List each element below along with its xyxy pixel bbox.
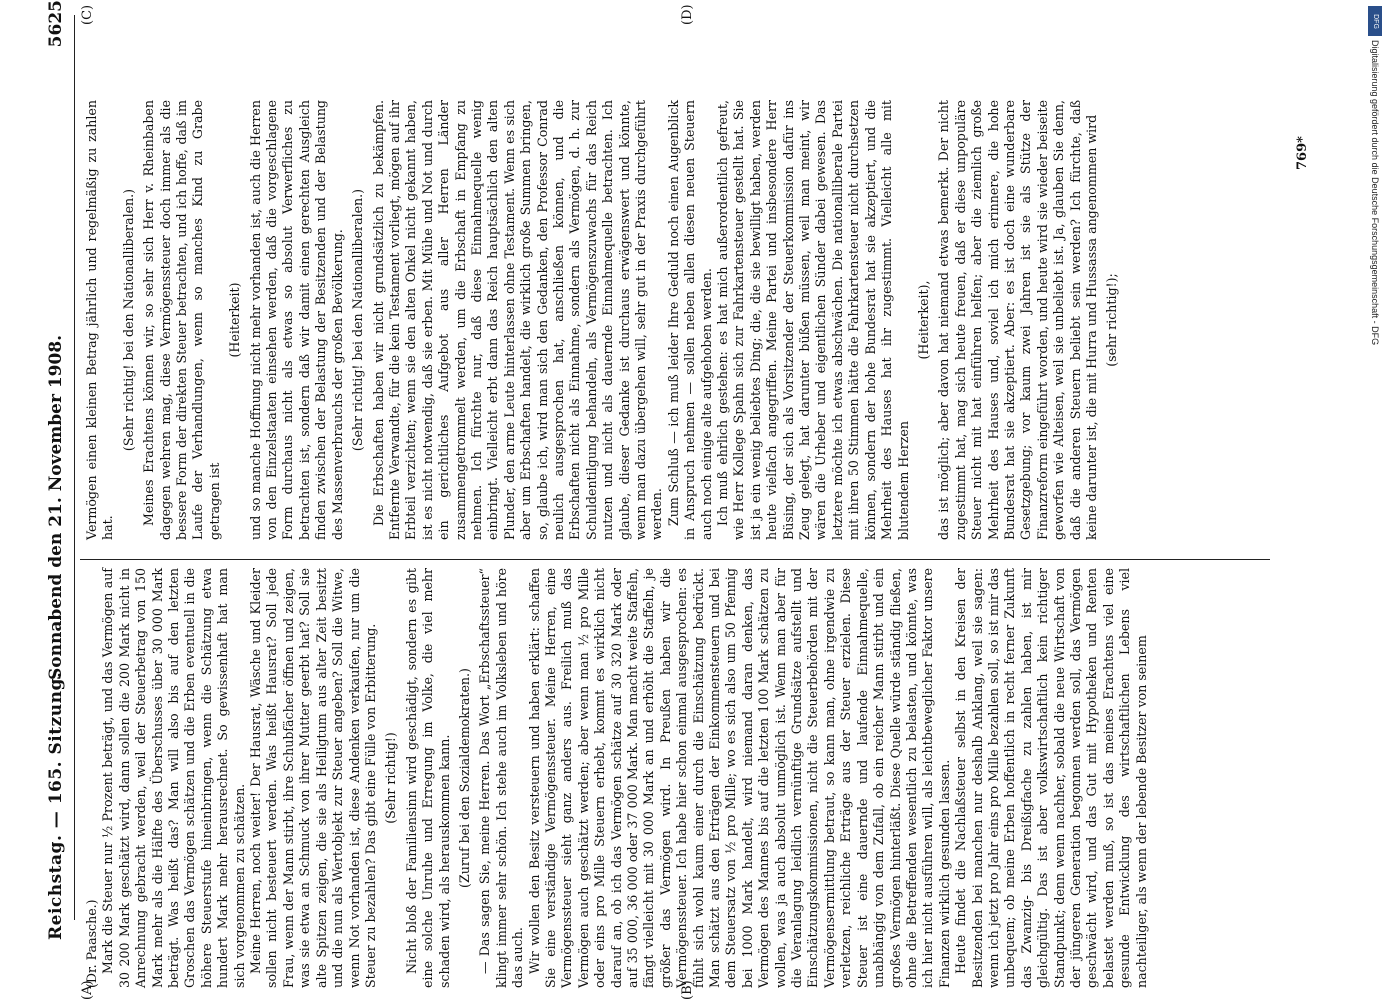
paragraph: Nicht bloß der Familiensinn wird geschädigt, sondern es gibt eine solche Unruhe und Erregung im Volke, die viel mehr schaden wird, als herauskommen kann. — [403, 568, 452, 988]
paragraph: Ich muß ehrlich gestehen: es hat mich außerordentlich gefreut, wie Herr Kollege Spahn sich zur Fahrkartensteuer gestellt hat. Sie ist ja ein wenig beliebtes Ding; die, die sie bewilligt haben, werden heute vielfach angegriffen. Meine Partei und insbesondere Herr Büsing, der sich als Vorsitzender der Steuerkommission dafür ins Zeug gelegt, hat darunter büßen müssen, weil man meint, wir wären die Urheber und eigentlichen Sünder dabei gewesen. Das letztere möchte ich etwas abschwächen. Die nationalliberale Partei mit ihren 50 Stimmen hätte die Fahrkartensteuer nicht durchsetzen können, sondern der hohe Bundesrat hat sie akzeptiert, und die Mehrheit des Hauses hat ihr zugestimmt. Vielleicht alle mit blutendem Herzen — [715, 100, 911, 540]
marker-a: (A) — [80, 980, 95, 1000]
interjection: (Sehr richtig! bei den Nationalliberalen.) — [350, 188, 366, 452]
interjection: (sehr richtig!); — [1104, 273, 1120, 367]
paragraph: — Das sagen Sie, meine Herren. Das Wort „Erbschaftssteuer“ klingt immer sehr schön. Ich stehe auch im Volksleben und höre das auch. — [477, 568, 526, 988]
paragraph: Wir wollen den Besitz versteuern und haben erklärt: schaffen Sie eine verständige Vermögenssteuer. Meine Herren, eine Vermögenssteuer sieht ganz anders aus. Freilich muß das Vermögen auch geschätzt werden; aber wenn man ½ pro Mille oder eins pro Mille Steuern erhebt, kommt es wirklich nicht darauf an, ob ich das Vermögen schätze auf 30 320 Mark oder auf 35 000, 36 000 oder 37 000 Mark. Man macht weite Staffeln, fängt vielleicht mit 30 000 Mark an und erhöht die Staffeln, je größer das Vermögen wird. In Preußen haben wir die Vermögenssteuer. Ich habe hier schon einmal ausgesprochen: es fühlt sich wohl kaum einer durch die Einschätzung bedrückt. Man schätzt aus den Erträgen der Einkommensteuern und bei dem Steuersatz von ½ pro Mille; wo es sich also um 50 Pfennig bei 1000 Mark handelt, wird niemand daran denken, das Vermögen des Mannes bis auf die letzten 100 Mark schätzen zu wollen, was ja auch absolut unmöglich ist. Wenn man aber für die Veranlagung leidlich vernünftige Grundsätze aufstellt und Einschätzungskommissionen, nicht die Steuerbehörden mit der Vermögensermittlung betraut, so kann man, ohne irgendwie zu verletzen, reichliche Erträge aus der Steuer erzielen. Diese Steuer ist eine dauernde und laufende Einnahmequelle, unabhängig von dem Zufall, ob ein reicher Mann stirbt und ein großes Vermögen hinterläßt. Diese Quelle würde ständig fließen, ohne die Betreffenden wesentlich zu belasten, und könnte, was ich hier nicht ausführen will, als leichtbeweglicher Faktor unsere Finanzen wirklich gesunden lassen. — [526, 568, 952, 988]
marker-b: (B) — [680, 980, 695, 1000]
paragraph: und so manche Hoffnung nicht mehr vorhanden ist, auch die Herren von den Einzelstaaten einsehen werden, daß die vorgeschlagene Form durchaus nicht als etwas so absolut Verwerfliches zu betrachten ist, sondern daß wir damit einen gerechten Ausgleich finden zwischen der Belastung der Besitzenden und der Belastung des Massenverbrauchs der großen Bevölkerung. — [247, 100, 345, 540]
dfg-logo: DFG — [1368, 6, 1382, 36]
paragraph: Zum Schluß — ich muß leider Ihre Geduld noch einen Augenblick in Anspruch nehmen — sollen neben allen diesen neuen Steuern auch noch einige alte aufgehoben werden. — [665, 100, 714, 540]
header-date: Sonnabend den 21. November 1908. — [46, 334, 66, 680]
paragraph: Die Erbschaften haben wir nicht grundsätzlich zu bekämpfen. Entfernte Verwandte, für die kein Testament vorliegt, mögen auf ihr Erbteil verzichten; wenn sie den alten Onkel nicht gekannt haben, ist es nicht notwendig, daß sie erben. Mit Mühe und Not und durch ein gerichtliches Aufgebot aus aller Herren Länder zusammengetrommelt werden, um die Erbschaft in Empfang zu nehmen. Ich fürchte nur, daß diese Einnahmequelle wenig einbringt. Vielleicht erbt dann das Reich hauptsächlich den alten Plunder, den arme Leute hinterlassen ohne Testament. Wenn es sich aber um Erbschaften handelt, die wirklich große Summen bringen, so, glaube ich, wird man sich den Gedanken, den Professor Conrad neulich ausgesprochen hat, anschließen können, und die Erbschaften nicht als Einnahme, sondern als Vermögen, d. h. zur Schuldentilgung behandeln, als Vermögenszuwachs für das Reich nutzen und nicht als dauernde Einnahmequelle betrachten. Ich glaube, dieser Gedanke ist durchaus erwägenswert und könnte, wenn man dazu übergehen will, sehr gut in der Praxis durchgeführt werden. — [370, 100, 665, 540]
interjection: (Sehr richtig!) — [383, 732, 399, 824]
interjection: (Zuruf bei den Sozialdemokraten.) — [456, 668, 472, 888]
digitization-note — [1368, 40, 1382, 980]
rotated-page — [40, 0, 1330, 1000]
left-column — [84, 568, 1150, 988]
sidebar-text: Digitalisierung gefördert durch die Deutsche Forschungsgemeinschaft - DFG — [1370, 40, 1380, 346]
speaker-label: (Dr. Paasche.) — [84, 899, 99, 988]
paragraph: das ist möglich; aber davon hat niemand etwas bemerkt. Der nicht zugestimmt hat, mag sich heute freuen, daß er diese unpopuläre Steuer nicht mit hat einführen helfen; aber die ziemlich große Mehrheit des Hauses und, soviel ich mich erinnere, die hohe Bundesrat hat sie akzeptiert. Aber: es ist doch eine wunderbare Gesetzgebung; vor kaum zwei Jahren ist sie als Stütze der Finanzreform eingeführt worden, und heute wird sie wieder beiseite geworfen wie Alteisen, weil sie unbeliebt ist. Ja, glauben Sie denn, daß die anderen Steuern beliebt sein werden? Ich fürchte, daß keine darunter ist, die mit Hurra und Hussassa angenommen wird — [936, 100, 1099, 540]
interjection: (Sehr richtig! bei den Nationalliberalen.) — [120, 188, 136, 452]
paragraph: Meine Herren, noch weiter! Der Hausrat, Wäsche und Kleider sollen nicht besteuert werden. Was heißt Hausrat? Soll jede Frau, wenn der Mann stirbt, ihre Schubfächer öffnen und zeigen, was sie etwa an Schmuck von ihrer Mutter geerbt hat? Soll sie alte Spitzen zeigen, die sie als Heiligtum aus alter Zeit besitzt und die nun als Wertobjekt zur Steuer angeben? Soll die Witwe, wenn Not vorhanden ist, diese Andenken verkaufen, nur um die Steuer zu bezahlen? Das gibt eine Fülle von Erbitterung. — [248, 568, 378, 988]
footer-number: 769* — [1295, 136, 1310, 170]
interjection: (Heiterkeit) — [227, 282, 243, 358]
marker-c: (C) — [80, 4, 95, 25]
interjection: (Heiterkeit), — [915, 280, 931, 360]
header-rule — [74, 15, 75, 920]
page-number: 5625 — [46, 0, 66, 48]
marker-d: (D) — [680, 4, 695, 25]
paragraph: Meines Erachtens können wir, so sehr sich Herr v. Rheinbaben dagegen wehren mag, diese Vermögenssteuer doch immer als die bessere Form der direkten Steuer betrachten, und ich hoffe, daß im Laufe der Verhandlungen, wenn so manches Kind zu Grabe getragen ist — [141, 100, 222, 540]
right-column — [84, 100, 1125, 540]
paragraph: Vermögen einen kleinen Betrag jährlich und regelmäßig zu zahlen hat. — [84, 100, 116, 540]
paragraph: Heute findet die Nachlaßsteuer selbst in den Kreisen der Besitzenden bei manchen nur deshalb Anklang, weil sie sagen: wenn ich jetzt pro Jahr eins pro Mille bezahlen soll, so ist mir das unbequem; ob meine Erben hoffentlich in recht ferner Zukunft das Zwanzig- bis Dreißigfache zu zahlen haben, ist mir gleichgültig. Das ist aber volkswirtschaftlich kein richtiger Standpunkt; denn wenn nachher, sobald die neue Wirtschaft von der jüngeren Generation begonnen werden soll, das Vermögen geschwächt wird, und das Gut mit Hypotheken und Renten belastet werden muß, so ist das meines Erachtens viel eine gesunde Entwicklung des wirtschaftlichen Lebens viel nachteiliger, als wenn der lebende Besitzer von seinem — [953, 568, 1149, 988]
header-session: Reichstag. — 165. Sitzung. — [46, 671, 66, 940]
paragraph: Mark die Steuer nur ½ Prozent beträgt, und das Vermögen auf 30 200 Mark geschätzt wird, dann sollen die 200 Mark nicht in Anrechnung gebracht werden, weil der Steuerbetrag von 150 Mark mehr als die Hälfte des Überschusses über 30 000 Mark beträgt. Was heißt das? Man will also bis auf den letzten Groschen das Vermögen schätzen und die Erben eventuell in die höhere Steuerstufe hineinbringen, wenn die Schätzung etwa hundert Mark mehr herausrechnet. So gewissenhaft hat man sich vorgenommen zu schätzen. — [100, 568, 247, 988]
column-divider — [80, 559, 1270, 560]
